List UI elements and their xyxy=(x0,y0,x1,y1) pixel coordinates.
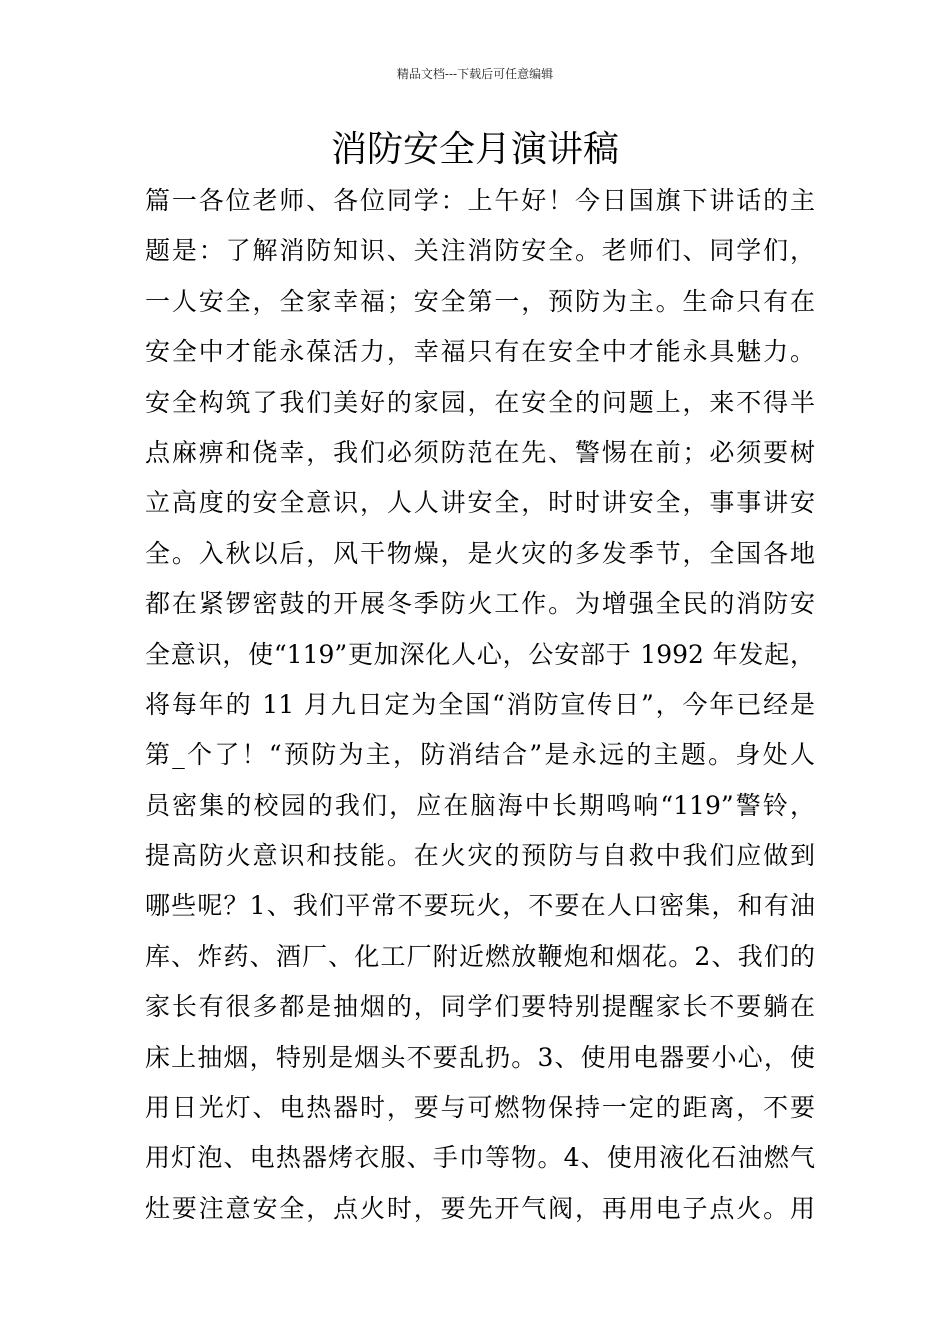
body-line: 安全中才能永葆活力，幸福只有在安全中才能永具魅力。 xyxy=(145,337,815,367)
body-line: 员密集的校园的我们，应在脑海中长期鸣响“119”警铃， xyxy=(145,790,815,820)
body-line: 全。入秋以后，风干物燥，是火灾的多发季节，全国各地 xyxy=(145,538,815,568)
body-line: 用日光灯、电热器时，要与可燃物保持一定的距离，不要 xyxy=(145,1093,815,1123)
body-line: 家长有很多都是抽烟的，同学们要特别提醒家长不要躺在 xyxy=(145,992,815,1022)
body-line: 哪些呢？1、我们平常不要玩火，不要在人口密集，和有油 xyxy=(145,891,815,921)
body-line: 第_个了！“预防为主，防消结合”是永远的主题。身处人 xyxy=(145,740,815,770)
body-line: 床上抽烟，特别是烟头不要乱扔。3、使用电器要小心，使 xyxy=(145,1042,815,1072)
header-note: 精品文档---下载后可任意编辑 xyxy=(396,67,554,81)
document-body xyxy=(145,176,815,1234)
body-line: 安全构筑了我们美好的家园，在安全的问题上，来不得半 xyxy=(145,387,815,417)
body-line: 点麻痹和侥幸，我们必须防范在先、警惕在前；必须要树 xyxy=(145,437,815,467)
document-title: 消防安全月演讲稿 xyxy=(330,129,619,170)
body-line: 题是：了解消防知识、关注消防安全。老师们、同学们， xyxy=(145,236,815,266)
body-line: 都在紧锣密鼓的开展冬季防火工作。为增强全民的消防安 xyxy=(145,589,815,619)
body-line: 全意识，使“119”更加深化人心，公安部于 1992 年发起， xyxy=(145,639,815,669)
body-line: 提高防火意识和技能。在火灾的预防与自救中我们应做到 xyxy=(145,841,815,871)
body-line: 立高度的安全意识，人人讲安全，时时讲安全，事事讲安 xyxy=(145,488,815,518)
body-line: 将每年的 11 月九日定为全国“消防宣传日”，今年已经是 xyxy=(145,689,815,719)
body-line: 一人安全，全家幸福；安全第一，预防为主。生命只有在 xyxy=(145,286,815,316)
body-line: 用灯泡、电热器烤衣服、手巾等物。4、使用液化石油燃气 xyxy=(145,1143,815,1173)
body-line: 灶要注意安全，点火时，要先开气阀，再用电子点火。用 xyxy=(145,1193,815,1223)
body-line: 篇一各位老师、各位同学：上午好！今日国旗下讲话的主 xyxy=(145,186,815,215)
body-line: 库、炸药、酒厂、化工厂附近燃放鞭炮和烟花。2、我们的 xyxy=(145,941,815,971)
